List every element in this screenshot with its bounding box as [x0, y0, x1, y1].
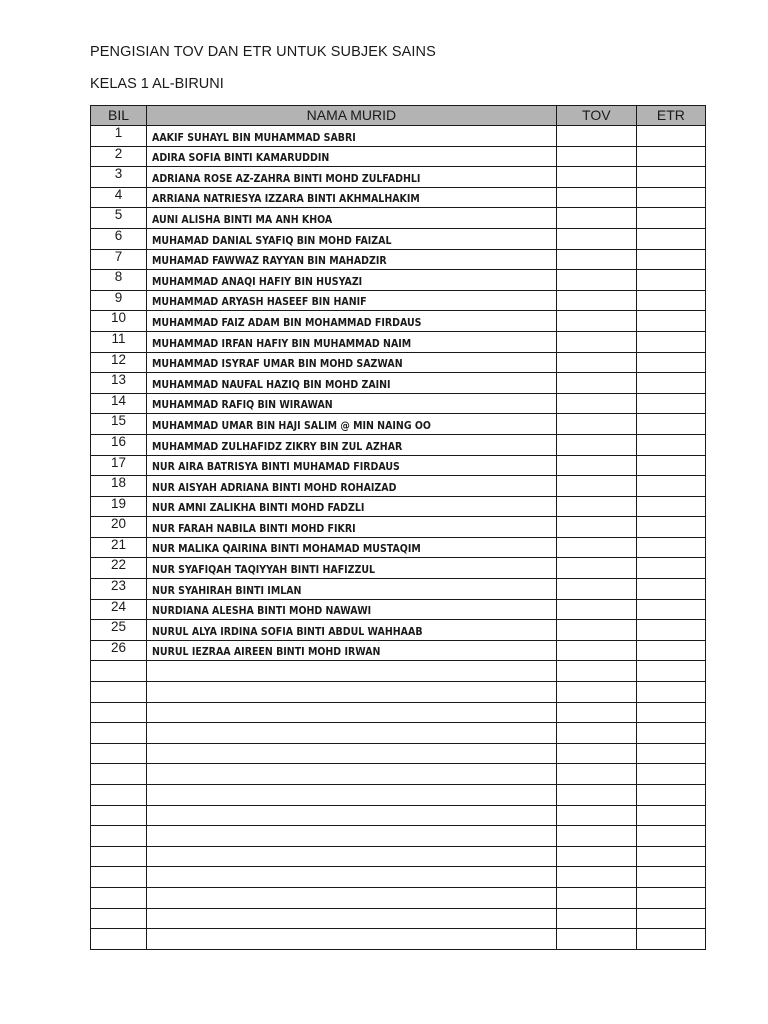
student-name: NUR MALIKA QAIRINA BINTI MOHAMAD MUSTAQIM: [152, 543, 421, 556]
row-number-cell: [91, 661, 147, 682]
header-nama-murid: NAMA MURID: [147, 106, 557, 126]
student-name-cell: [147, 887, 557, 908]
tov-cell: [556, 414, 636, 435]
tov-cell: [556, 476, 636, 497]
row-number-cell: [91, 805, 147, 826]
row-number-cell: 17: [91, 455, 147, 476]
row-number-cell: 7: [91, 249, 147, 270]
row-number-cell: 16: [91, 434, 147, 455]
student-name: MUHAMMAD ANAQI HAFIY BIN HUSYAZI: [152, 275, 363, 288]
header-bil: BIL: [91, 106, 147, 126]
tov-cell: [556, 702, 636, 723]
student-name: AUNI ALISHA BINTI MA ANH KHOA: [152, 213, 333, 226]
table-row: [91, 620, 706, 641]
student-name-cell: [147, 249, 557, 270]
etr-cell: [636, 476, 705, 497]
etr-cell: [636, 517, 705, 538]
table-header-row: [91, 106, 706, 126]
tov-cell: [556, 723, 636, 744]
tov-cell: [556, 682, 636, 703]
student-name-cell: [147, 187, 557, 208]
row-number-cell: [91, 908, 147, 929]
table-row: [91, 682, 706, 703]
etr-cell: [636, 290, 705, 311]
student-name: ARRIANA NATRIESYA IZZARA BINTI AKHMALHAKIM: [152, 193, 420, 206]
student-name: NUR SYAHIRAH BINTI IMLAN: [152, 584, 302, 597]
row-number-cell: [91, 702, 147, 723]
student-name-cell: [147, 414, 557, 435]
student-name-cell: [147, 434, 557, 455]
tov-cell: [556, 331, 636, 352]
etr-cell: [636, 146, 705, 167]
tov-cell: [556, 579, 636, 600]
row-number-cell: 25: [91, 620, 147, 641]
student-name-cell: [147, 785, 557, 806]
student-name: MUHAMMAD ZULHAFIDZ ZIKRY BIN ZUL AZHAR: [152, 440, 403, 453]
student-name-cell: [147, 929, 557, 950]
tov-cell: [556, 846, 636, 867]
table-row: [91, 723, 706, 744]
student-name-cell: [147, 599, 557, 620]
tov-cell: [556, 826, 636, 847]
header-tov: TOV: [556, 106, 636, 126]
table-row: [91, 579, 706, 600]
table-row: [91, 126, 706, 147]
tov-cell: [556, 352, 636, 373]
student-name: MUHAMMAD ISYRAF UMAR BIN MOHD SAZWAN: [152, 358, 403, 371]
table-row: [91, 661, 706, 682]
etr-cell: [636, 702, 705, 723]
student-name-cell: [147, 228, 557, 249]
etr-cell: [636, 455, 705, 476]
row-number-cell: 1: [91, 126, 147, 147]
table-row: [91, 764, 706, 785]
table-row: [91, 476, 706, 497]
table-row: [91, 887, 706, 908]
etr-cell: [636, 352, 705, 373]
etr-cell: [636, 599, 705, 620]
tov-cell: [556, 311, 636, 332]
student-name-cell: [147, 764, 557, 785]
tov-cell: [556, 208, 636, 229]
student-name: NURDIANA ALESHA BINTI MOHD NAWAWI: [152, 605, 372, 618]
table-row: [91, 290, 706, 311]
row-number-cell: [91, 785, 147, 806]
tov-cell: [556, 785, 636, 806]
tov-cell: [556, 599, 636, 620]
student-name-cell: [147, 476, 557, 497]
etr-cell: [636, 558, 705, 579]
etr-cell: [636, 434, 705, 455]
tov-cell: [556, 434, 636, 455]
tov-cell: [556, 167, 636, 188]
etr-cell: [636, 764, 705, 785]
etr-cell: [636, 661, 705, 682]
tov-cell: [556, 290, 636, 311]
table-row: [91, 393, 706, 414]
row-number-cell: [91, 867, 147, 888]
etr-cell: [636, 270, 705, 291]
row-number-cell: 14: [91, 393, 147, 414]
student-name-cell: [147, 331, 557, 352]
tov-cell: [556, 393, 636, 414]
etr-cell: [636, 723, 705, 744]
header-etr: ETR: [636, 106, 705, 126]
student-name-cell: [147, 146, 557, 167]
etr-cell: [636, 908, 705, 929]
student-name: NUR FARAH NABILA BINTI MOHD FIKRI: [152, 522, 356, 535]
table-row: [91, 270, 706, 291]
row-number-cell: 13: [91, 373, 147, 394]
table-row: [91, 599, 706, 620]
etr-cell: [636, 640, 705, 661]
student-name: NUR AISYAH ADRIANA BINTI MOHD ROHAIZAD: [152, 481, 397, 494]
etr-cell: [636, 805, 705, 826]
row-number-cell: 8: [91, 270, 147, 291]
tov-cell: [556, 126, 636, 147]
row-number-cell: 4: [91, 187, 147, 208]
etr-cell: [636, 929, 705, 950]
student-name-cell: [147, 640, 557, 661]
student-name-cell: [147, 373, 557, 394]
student-name: MUHAMMAD IRFAN HAFIY BIN MUHAMMAD NAIM: [152, 337, 412, 350]
student-name-cell: [147, 826, 557, 847]
etr-cell: [636, 393, 705, 414]
student-name-cell: [147, 290, 557, 311]
table-row: [91, 311, 706, 332]
etr-cell: [636, 311, 705, 332]
tov-cell: [556, 517, 636, 538]
student-name-cell: [147, 702, 557, 723]
table-row: [91, 373, 706, 394]
tov-cell: [556, 228, 636, 249]
student-name: MUHAMMAD FAIZ ADAM BIN MOHAMMAD FIRDAUS: [152, 316, 422, 329]
table-row: [91, 702, 706, 723]
etr-cell: [636, 826, 705, 847]
student-name: MUHAMMAD NAUFAL HAZIQ BIN MOHD ZAINI: [152, 378, 391, 391]
table-row: [91, 496, 706, 517]
row-number-cell: 9: [91, 290, 147, 311]
student-name: NURUL IEZRAA AIREEN BINTI MOHD IRWAN: [152, 646, 381, 659]
class-label: KELAS 1 AL-BIRUNI: [90, 76, 224, 92]
etr-cell: [636, 187, 705, 208]
etr-cell: [636, 208, 705, 229]
tov-cell: [556, 805, 636, 826]
table-row: [91, 785, 706, 806]
table-row: [91, 826, 706, 847]
student-name-cell: [147, 867, 557, 888]
etr-cell: [636, 373, 705, 394]
table-row: [91, 743, 706, 764]
student-name: ADIRA SOFIA BINTI KAMARUDDIN: [152, 152, 330, 165]
row-number-cell: [91, 826, 147, 847]
tov-cell: [556, 661, 636, 682]
student-name: NUR SYAFIQAH TAQIYYAH BINTI HAFIZZUL: [152, 564, 376, 577]
table-row: [91, 167, 706, 188]
table-row: [91, 640, 706, 661]
row-number-cell: 11: [91, 331, 147, 352]
tov-cell: [556, 867, 636, 888]
student-name-cell: [147, 805, 557, 826]
etr-cell: [636, 496, 705, 517]
etr-cell: [636, 867, 705, 888]
table-row: [91, 146, 706, 167]
table-row: [91, 228, 706, 249]
table-row: [91, 517, 706, 538]
etr-cell: [636, 537, 705, 558]
tov-cell: [556, 537, 636, 558]
row-number-cell: [91, 764, 147, 785]
row-number-cell: 12: [91, 352, 147, 373]
etr-cell: [636, 682, 705, 703]
tov-cell: [556, 455, 636, 476]
row-number-cell: [91, 846, 147, 867]
table-row: [91, 929, 706, 950]
student-name-cell: [147, 620, 557, 641]
etr-cell: [636, 785, 705, 806]
student-name-cell: [147, 455, 557, 476]
table-row: [91, 867, 706, 888]
row-number-cell: 21: [91, 537, 147, 558]
student-name: MUHAMAD FAWWAZ RAYYAN BIN MAHADZIR: [152, 255, 387, 268]
student-name-cell: [147, 846, 557, 867]
etr-cell: [636, 249, 705, 270]
row-number-cell: 20: [91, 517, 147, 538]
etr-cell: [636, 887, 705, 908]
table-row: [91, 331, 706, 352]
row-number-cell: [91, 723, 147, 744]
table-row: [91, 249, 706, 270]
student-name-cell: [147, 558, 557, 579]
student-name-cell: [147, 517, 557, 538]
table-row: [91, 537, 706, 558]
student-name-cell: [147, 537, 557, 558]
table-row: [91, 352, 706, 373]
student-name-cell: [147, 270, 557, 291]
row-number-cell: 19: [91, 496, 147, 517]
student-name-cell: [147, 167, 557, 188]
etr-cell: [636, 579, 705, 600]
student-name-cell: [147, 579, 557, 600]
row-number-cell: [91, 682, 147, 703]
row-number-cell: 3: [91, 167, 147, 188]
tov-cell: [556, 496, 636, 517]
student-name-cell: [147, 908, 557, 929]
student-name-cell: [147, 393, 557, 414]
student-name-cell: [147, 496, 557, 517]
student-name: NUR AIRA BATRISYA BINTI MUHAMAD FIRDAUS: [152, 461, 400, 474]
student-name: MUHAMMAD ARYASH HASEEF BIN HANIF: [152, 296, 367, 309]
etr-cell: [636, 228, 705, 249]
row-number-cell: 15: [91, 414, 147, 435]
student-name-cell: [147, 208, 557, 229]
row-number-cell: 24: [91, 599, 147, 620]
tov-cell: [556, 270, 636, 291]
student-name-cell: [147, 352, 557, 373]
row-number-cell: 22: [91, 558, 147, 579]
student-name-cell: [147, 661, 557, 682]
etr-cell: [636, 846, 705, 867]
etr-cell: [636, 126, 705, 147]
row-number-cell: 26: [91, 640, 147, 661]
student-name: AAKIF SUHAYL BIN MUHAMMAD SABRI: [152, 131, 356, 144]
tov-cell: [556, 249, 636, 270]
tov-cell: [556, 908, 636, 929]
student-name-cell: [147, 311, 557, 332]
table-row: [91, 558, 706, 579]
tov-cell: [556, 620, 636, 641]
student-name: MUHAMMAD UMAR BIN HAJI SALIM @ MIN NAING OO: [152, 419, 432, 432]
row-number-cell: 10: [91, 311, 147, 332]
student-name: NUR AMNI ZALIKHA BINTI MOHD FADZLI: [152, 502, 365, 515]
table-row: [91, 805, 706, 826]
student-name-cell: [147, 723, 557, 744]
table-row: [91, 187, 706, 208]
tov-cell: [556, 764, 636, 785]
student-table: [90, 105, 706, 950]
student-name-cell: [147, 682, 557, 703]
table-row: [91, 846, 706, 867]
table-row: [91, 434, 706, 455]
tov-cell: [556, 373, 636, 394]
table-row: [91, 455, 706, 476]
tov-cell: [556, 929, 636, 950]
student-name-cell: [147, 126, 557, 147]
row-number-cell: 23: [91, 579, 147, 600]
student-name: NURUL ALYA IRDINA SOFIA BINTI ABDUL WAHHAAB: [152, 625, 423, 638]
etr-cell: [636, 167, 705, 188]
table-row: [91, 414, 706, 435]
row-number-cell: 6: [91, 228, 147, 249]
student-name-cell: [147, 743, 557, 764]
student-name: MUHAMMAD RAFIQ BIN WIRAWAN: [152, 399, 333, 412]
tov-cell: [556, 887, 636, 908]
document-title: PENGISIAN TOV DAN ETR UNTUK SUBJEK SAINS: [90, 44, 436, 60]
tov-cell: [556, 640, 636, 661]
tov-cell: [556, 558, 636, 579]
etr-cell: [636, 331, 705, 352]
row-number-cell: [91, 887, 147, 908]
table-row: [91, 908, 706, 929]
tov-cell: [556, 187, 636, 208]
table-row: [91, 208, 706, 229]
etr-cell: [636, 743, 705, 764]
row-number-cell: [91, 929, 147, 950]
tov-cell: [556, 743, 636, 764]
table-body: [91, 126, 706, 950]
student-name: MUHAMAD DANIAL SYAFIQ BIN MOHD FAIZAL: [152, 234, 392, 247]
row-number-cell: 2: [91, 146, 147, 167]
row-number-cell: 5: [91, 208, 147, 229]
etr-cell: [636, 414, 705, 435]
tov-cell: [556, 146, 636, 167]
student-name: ADRIANA ROSE AZ-ZAHRA BINTI MOHD ZULFADHLI: [152, 172, 421, 185]
row-number-cell: 18: [91, 476, 147, 497]
etr-cell: [636, 620, 705, 641]
row-number-cell: [91, 743, 147, 764]
